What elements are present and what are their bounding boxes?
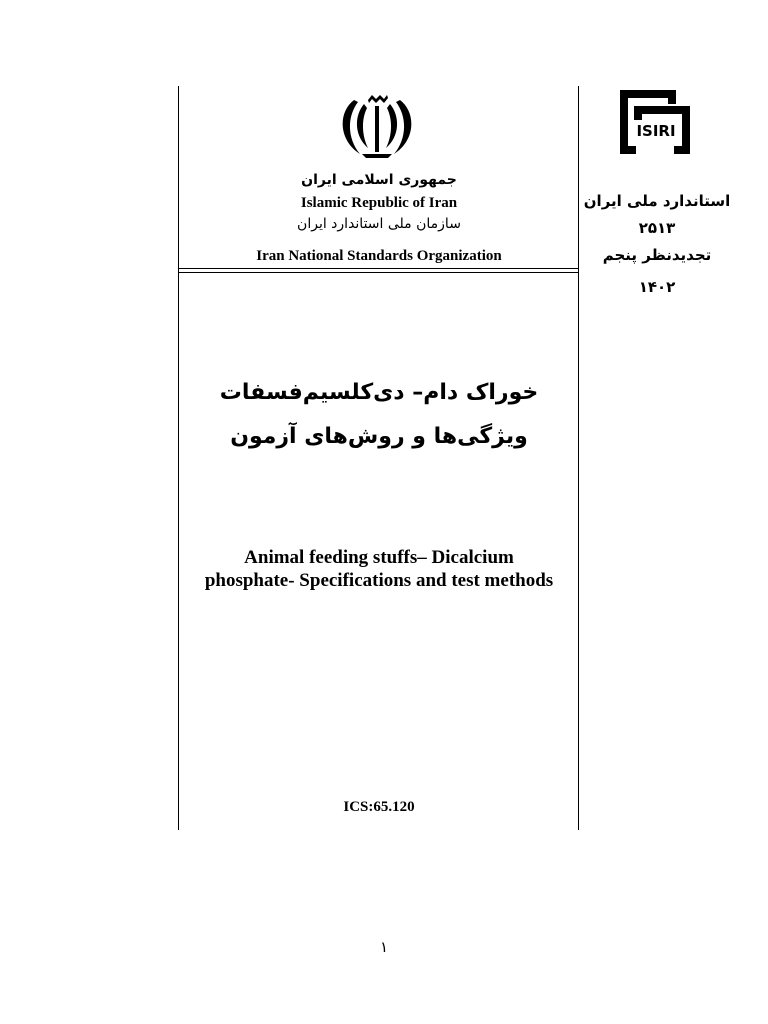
standard-label: استاندارد ملی ایران <box>583 192 731 210</box>
isiri-logo-text: ISIRI <box>636 122 676 140</box>
header-country-en: Islamic Republic of Iran <box>300 195 458 211</box>
left-border-line <box>178 86 179 830</box>
standard-number: ۲۵۱۳ <box>638 219 676 237</box>
title-en-line-2: phosphate- Specifications and test methods <box>204 570 554 591</box>
right-border-line <box>578 86 579 830</box>
header-country-fa: جمهوری اسلامی ایران <box>301 172 457 188</box>
iran-emblem-icon <box>334 92 420 164</box>
standard-year: ۱۴۰۲ <box>638 278 676 296</box>
title-fa-line-2: ویژگی‌ها و روش‌های آزمون <box>230 424 528 449</box>
isiri-logo-icon <box>616 86 694 158</box>
title-en-line-1: Animal feeding stuffs– Dicalcium <box>244 547 514 568</box>
standard-revision: تجدیدنظر پنجم <box>602 246 712 264</box>
title-fa-line-1: خوراک دام– دی‌کلسیم‌فسفات <box>219 380 539 405</box>
header-org-en: Iran National Standards Organization <box>256 248 502 264</box>
ics-code: ICS:65.120 <box>343 799 415 815</box>
header-org-fa: سازمان ملی استاندارد ایران <box>297 216 461 232</box>
header-divider-line-second <box>178 272 579 273</box>
header-divider-line <box>178 268 579 269</box>
page-number: ۱ <box>379 938 389 956</box>
